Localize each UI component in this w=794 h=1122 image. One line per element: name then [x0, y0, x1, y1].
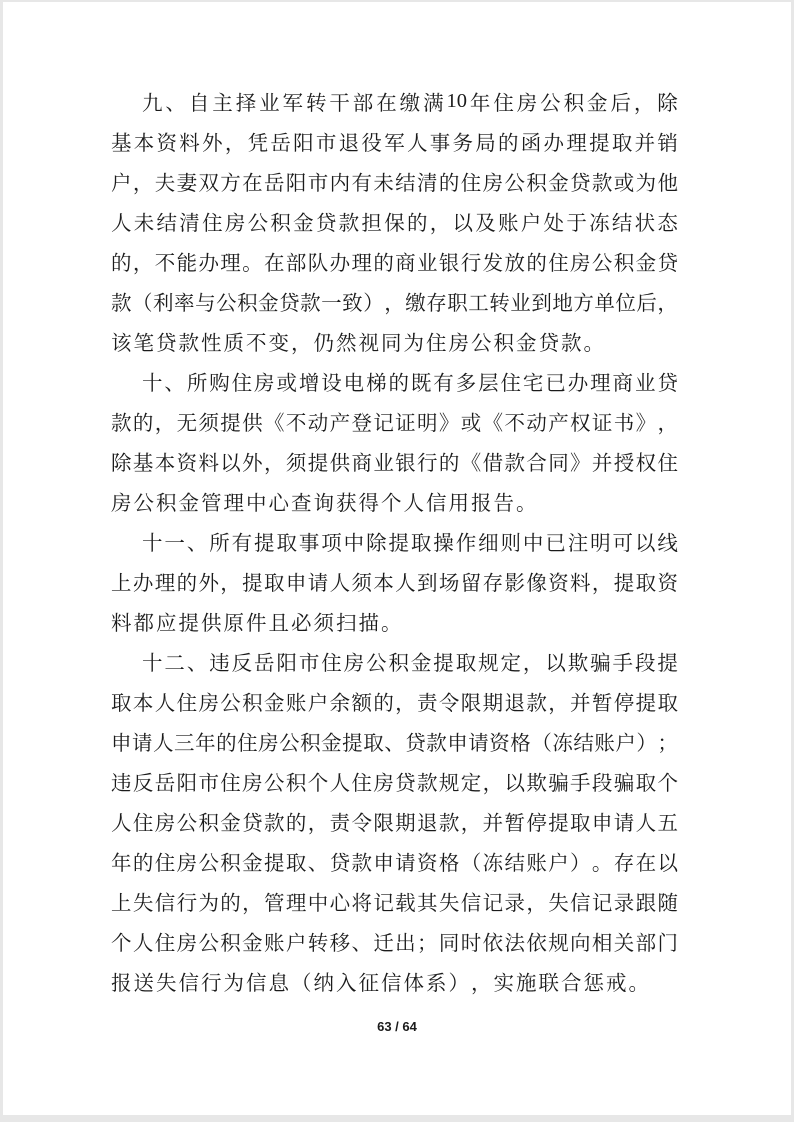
text-line: 的 ， 不 能 办 理 。 在 部 队 办 理 的 商 业 银 行 发 放 的 住 房 公 积 金 贷 [111, 253, 678, 275]
text-line: 款 （ 利 率 与 公 积 金 贷 款 一 致 ） ， 缴 存 职 工 转 业 到 地 方 单 位 后 ， [111, 293, 678, 315]
text-line: 十 、 所 购 住 房 或 增 设 电 梯 的 既 有 多 层 住 宅 已 办 理 商 业 贷 [142, 373, 678, 395]
text-line: 该 笔 贷 款 性 质 不 变 ， 仍 然 视 同 为 住 房 公 积 金 贷 款 。 [111, 333, 604, 355]
text-line: 户 ， 夫 妻 双 方 在 岳 阳 市 内 有 未 结 清 的 住 房 公 积 金 贷 款 或 为 他 [111, 173, 678, 195]
text-line: 基 本 资 料 外 ， 凭 岳 阳 市 退 役 军 人 事 务 局 的 函 办 理 提 取 并 销 [111, 133, 678, 155]
text-line: 上 办 理 的 外 ， 提 取 申 请 人 须 本 人 到 场 留 存 影 像 资 料 ， 提 取 资 [111, 573, 678, 595]
text-line: 十 二 、 违 反 岳 阳 市 住 房 公 积 金 提 取 规 定 ， 以 欺 骗 手 段 提 [142, 653, 678, 675]
text-line: 人 未 结 清 住 房 公 积 金 贷 款 担 保 的 ， 以 及 账 户 处 于 冻 结 状 态 [111, 213, 678, 235]
clause-11 [111, 521, 678, 641]
text-line: 违 反 岳 阳 市 住 房 公 积 个 人 住 房 贷 款 规 定 ， 以 欺 骗 手 段 骗 取 个 [111, 773, 678, 795]
text-line: 报 送 失 信 行 为 信 息 （ 纳 入 征 信 体 系 ） ， 实 施 联 合 惩 戒 。 [111, 973, 649, 995]
text-line: 个 人 住 房 公 积 金 账 户 转 移 、 迁 出 ； 同 时 依 法 依 规 向 相 关 部 门 [111, 933, 678, 955]
clause-10 [111, 361, 678, 521]
text-line: 款 的 ， 无 须 提 供 《 不 动 产 登 记 证 明 》 或 《 不 动 产 权 证 书 》 ， [111, 413, 678, 435]
text-line: 年 的 住 房 公 积 金 提 取 、 贷 款 申 请 资 格 （ 冻 结 账 户 ） 。 存 在 以 [111, 853, 678, 875]
text-line: 取 本 人 住 房 公 积 金 账 户 余 额 的 ， 责 令 限 期 退 款 ， 并 暂 停 提 取 [111, 693, 678, 715]
clause-9 [111, 81, 678, 361]
text-line: 十 一 、 所 有 提 取 事 项 中 除 提 取 操 作 细 则 中 已 注 明 可 以 线 [142, 533, 678, 555]
text-line: 人 住 房 公 积 金 贷 款 的 ， 责 令 限 期 退 款 ， 并 暂 停 提 取 申 请 人 五 [111, 813, 678, 835]
text-line: 除 基 本 资 料 以 外 ， 须 提 供 商 业 银 行 的 《 借 款 合 同 》 并 授 权 住 [111, 453, 678, 475]
text-line: 九 、 自 主 择 业 军 转 干 部 在 缴 满 10 年 住 房 公 积 金 后 ， 除 [142, 89, 678, 115]
text-line: 房 公 积 金 管 理 中 心 查 询 获 得 个 人 信 用 报 告 。 [111, 493, 537, 515]
text-line: 申 请 人 三 年 的 住 房 公 积 金 提 取 、 贷 款 申 请 资 格 （ 冻 结 账 户 ） ； [111, 733, 678, 755]
text-line: 料 都 应 提 供 原 件 且 必 须 扫 描 。 [111, 613, 402, 635]
document-body [111, 81, 678, 1001]
document-page [3, 2, 791, 1115]
text-line: 上 失 信 行 为 的 ， 管 理 中 心 将 记 载 其 失 信 记 录 ， 失 信 记 录 跟 随 [111, 893, 678, 915]
clause-12 [111, 641, 678, 1001]
page-number: 63 / 64 [377, 1019, 417, 1034]
